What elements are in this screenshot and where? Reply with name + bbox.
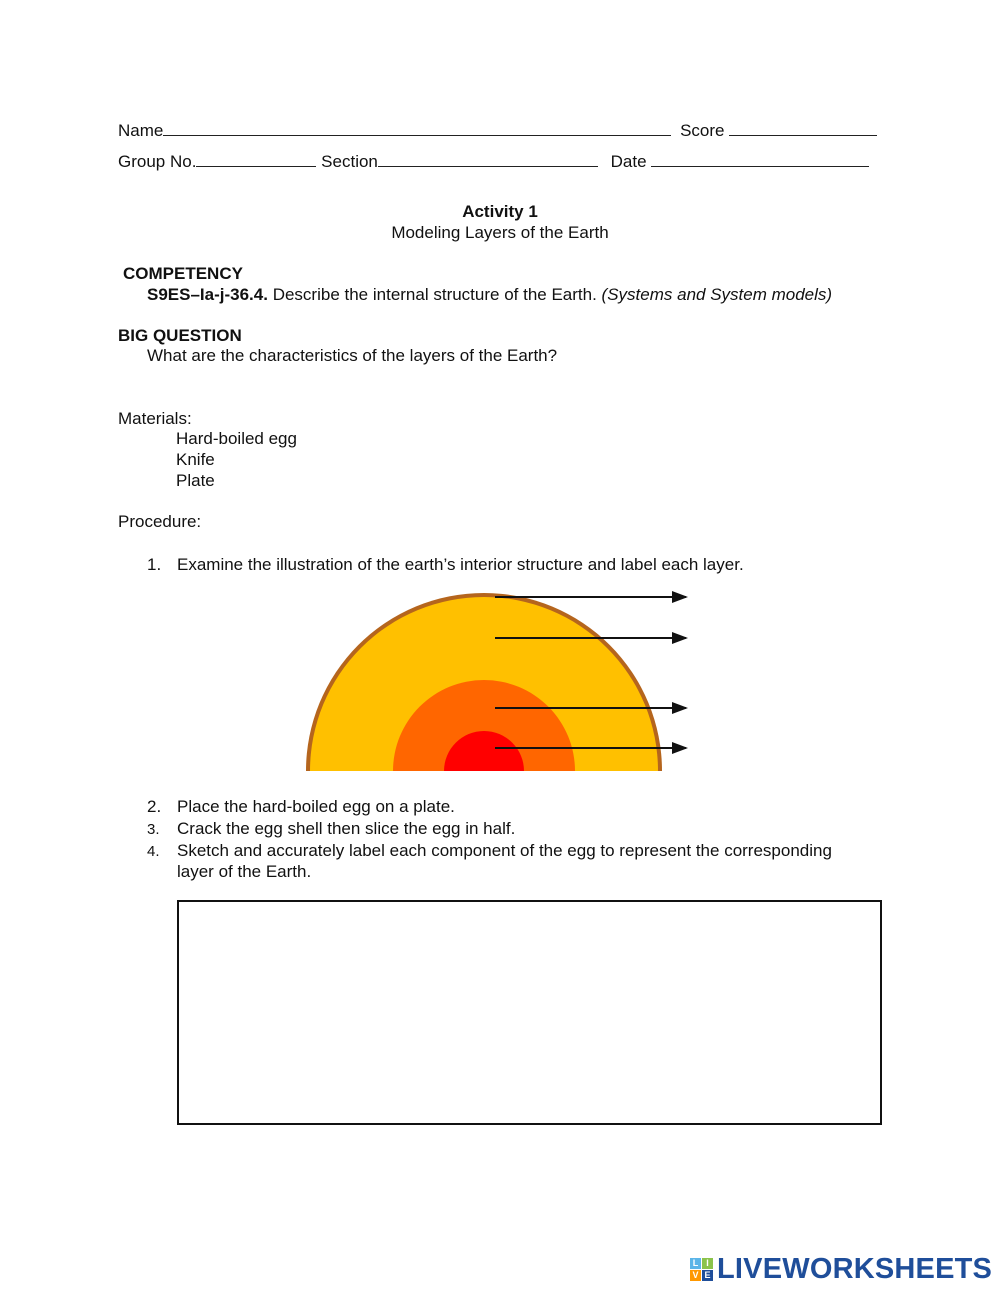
live-badge-icon: L I V E (690, 1258, 713, 1281)
activity-subtitle: Modeling Layers of the Earth (391, 223, 609, 242)
score-label: Score (680, 121, 725, 140)
step-text: Sketch and accurately label each component of the egg to represent the corresponding (177, 841, 832, 860)
earth-layers-diagram (300, 585, 700, 775)
competency-text: Describe the internal structure of the Earth. (272, 285, 597, 304)
date-label: Date (610, 152, 647, 171)
procedure-step-1 (147, 555, 744, 575)
step-text-continued: layer of the Earth. (177, 862, 312, 881)
material-item: Hard-boiled egg (176, 429, 297, 448)
material-item: Knife (176, 450, 215, 469)
name-field[interactable] (163, 119, 671, 136)
competency-code: S9ES–Ia-j-36.4. (147, 285, 268, 304)
big-question-text: What are the characteristics of the layers of the Earth? (147, 346, 558, 365)
date-field[interactable] (651, 150, 869, 167)
group-row (118, 150, 869, 172)
section-label: Section (321, 152, 378, 171)
big-question-heading: BIG QUESTION (118, 326, 242, 345)
step-text: Crack the egg shell then slice the egg in half. (177, 819, 516, 838)
step-text: Examine the illustration of the earth’s interior structure and label each layer. (177, 555, 744, 574)
materials-heading: Materials: (118, 409, 192, 428)
logo-text: LIVEWORKSHEETS (717, 1252, 993, 1285)
competency-note: (Systems and System models) (601, 285, 833, 304)
material-item: Plate (176, 471, 215, 490)
group-field[interactable] (196, 150, 316, 167)
name-row (118, 119, 877, 141)
step-text: Place the hard-boiled egg on a plate. (177, 797, 455, 816)
competency-line (147, 285, 832, 305)
section-field[interactable] (378, 150, 598, 167)
procedure-step-3 (147, 819, 515, 839)
procedure-heading: Procedure: (118, 512, 202, 531)
activity-title: Activity 1 (462, 202, 538, 221)
name-label: Name (118, 121, 164, 140)
competency-heading: COMPETENCY (123, 264, 243, 283)
sketch-answer-box[interactable] (177, 900, 882, 1125)
step-number: 2. (147, 797, 162, 816)
procedure-step-2 (147, 797, 455, 817)
group-label: Group No. (118, 152, 197, 171)
step-number: 3. (147, 821, 160, 838)
step-number: 1. (147, 555, 162, 574)
liveworksheets-logo (690, 1252, 992, 1286)
step-number: 4. (147, 843, 160, 860)
score-field[interactable] (729, 119, 877, 136)
procedure-step-4 (147, 841, 832, 861)
